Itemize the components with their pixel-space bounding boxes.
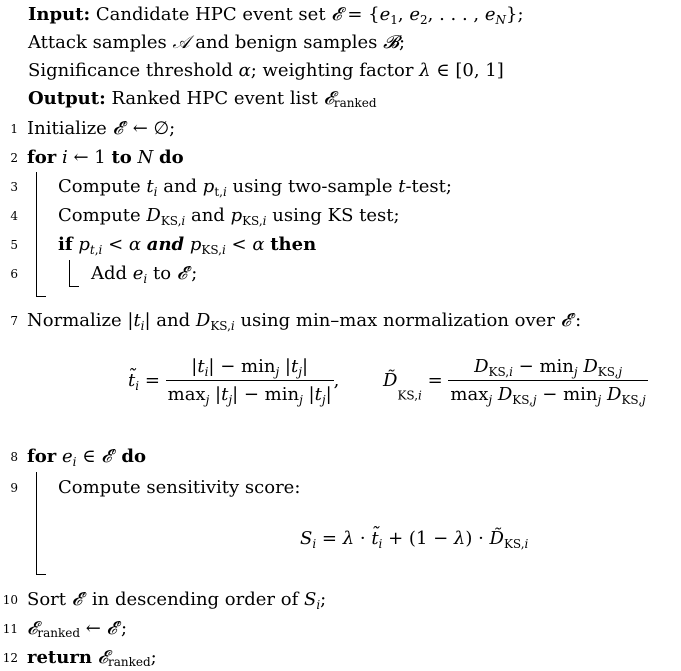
block-bar: [36, 472, 37, 574]
line-number: 9: [10, 481, 18, 495]
line-number: 4: [10, 209, 18, 223]
input-label: Input:: [28, 4, 91, 25]
block-bar: [36, 172, 37, 296]
line-number: 12: [2, 651, 18, 665]
equation-score: $S_i = \lambda$ · $t̃_i + (1 - \lambda)$ · $D̃_{KS,i}$: [300, 528, 529, 551]
input-text: Candidate HPC event set 𝓔 = {$e_1$, $e_2$, . . . , $e_N$};: [95, 4, 524, 27]
step-if: if $p_{t,i} < \alpha$ and $p_{KS,i} < \alpha$ then: [58, 234, 317, 257]
step-assign: 𝓔$_{ranked}$ ← 𝓔′;: [27, 618, 128, 640]
step-add: Add $e_i$ to 𝓔′;: [91, 263, 198, 286]
input-line-3: Significance threshold α; weighting factor λ ∈ [0, 1]: [28, 60, 504, 81]
block-bar-end: [36, 574, 46, 575]
step-return: return 𝓔$_{ranked}$;: [27, 647, 157, 669]
output-text: Ranked HPC event list 𝓔$_{ranked}$: [111, 88, 377, 110]
step-initialize: Initialize 𝓔′ ← ∅;: [27, 118, 176, 139]
output-label: Output:: [28, 88, 106, 109]
input-line-2: Attack samples 𝒜 and benign samples 𝓑;: [28, 32, 406, 53]
step-sort: Sort 𝓔′ in descending order of $S_i$;: [27, 589, 327, 612]
step-compute-score: Compute sensitivity score:: [58, 477, 301, 498]
line-number: 11: [2, 622, 18, 636]
equation-d-tilde: $D̃_{KS,i}$ = $\frac{D_{KS,i} - \min_j D_{KS,j}}{\max_j D_{KS,j} - \min_j D_{KS,j}}$: [383, 356, 646, 407]
output-line: [28, 88, 377, 110]
line-number: 8: [10, 450, 18, 464]
line-number: 5: [10, 238, 18, 252]
input-line: [28, 4, 524, 26]
line-number: 6: [10, 267, 18, 281]
line-number: 2: [10, 151, 18, 165]
line-number: 7: [10, 314, 18, 328]
equation-t-tilde: $t̃_i$ = $\frac{|t_i| - \min_j |t_j|}{\max_j |t_j| - \min_j |t_j|}$ ,: [128, 356, 340, 407]
step-kstest: Compute $D_{KS,i}$ and $p_{KS,i}$ using KS test;: [58, 205, 400, 228]
block-bar-end: [69, 286, 79, 287]
line-number: 1: [10, 122, 18, 136]
block-bar: [69, 260, 70, 286]
block-bar-end: [36, 296, 46, 297]
line-number: 10: [2, 593, 18, 607]
step-ttest: Compute $t_i$ and $p_{t,i}$ using two-sample t-test;: [58, 176, 452, 199]
step-for-each: for $e_i$ ∈ 𝓔′ do: [27, 446, 146, 469]
step-for-loop: for i ← 1 to N do: [27, 147, 184, 168]
step-normalize: Normalize $|t_i|$ and $D_{KS,i}$ using min–max normalization over 𝓔′:: [27, 310, 582, 333]
line-number: 3: [10, 180, 18, 194]
